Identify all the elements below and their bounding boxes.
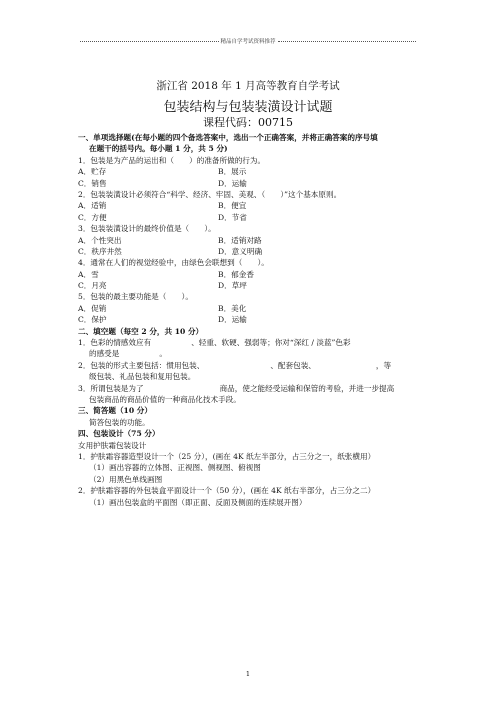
option: A．个性突出 (78, 235, 122, 245)
fill-question-2 (78, 360, 418, 371)
option: D．草坪 (218, 281, 247, 291)
option: B．展示 (218, 167, 247, 177)
question-text: 3．所谓包装是为了 (78, 383, 144, 393)
option-row (78, 269, 418, 280)
design-question-1: 1．护肤霜容器造型设计一个（25 分），(画在 4K 纸左半部分，占三分之一，纸张横用） (78, 451, 376, 461)
exam-title-line1: 浙江省 2018 年 1 月高等教育自学考试 (156, 80, 340, 92)
question-text: 。 (159, 349, 167, 359)
header-dotted-rule-right (278, 41, 417, 42)
question-stem: 5．包装的最主要功能是（ ）。 (78, 292, 193, 302)
section1-heading: 一、单项选择题(在每小题的四个备选答案中，选出一个正确答案，并将正确答案的序号填 (78, 133, 378, 142)
question-text: 的感受是 (89, 349, 120, 359)
question-stem: 2．包装装潢设计必须符合“科学、经济、牢固、美观、（ ）”这个基本原则。 (78, 189, 342, 199)
fill-question-3 (78, 383, 418, 394)
option-row (78, 303, 418, 314)
question-text: ，等 (375, 360, 392, 370)
option: B．美化 (218, 303, 247, 313)
design-question-1-item: （1）画出容器的立体图、正视图、侧视图、俯视图 (89, 463, 261, 473)
option: A．雪 (78, 269, 99, 279)
course-code: 课程代码：00715 (203, 116, 293, 129)
design-question-2-item: （1）画出包装盒的平面图（即正面、反面及侧面的连续展开图） (89, 497, 307, 507)
option: C．秩序井然 (78, 246, 122, 256)
header-dotted-rule-left (80, 41, 219, 42)
design-question-1-item: （2）用黑色单线画图 (89, 474, 163, 484)
section3-heading: 三、简答题（10 分） (78, 406, 152, 416)
fill-question-1 (78, 337, 418, 348)
option-row (78, 235, 418, 246)
option: D．运输 (218, 178, 247, 188)
question-stem: 3．包装装潢设计的最终价值是（ ）。 (78, 224, 216, 234)
option: B．适销对路 (218, 235, 262, 245)
page-number: 1 (245, 670, 251, 678)
option: D．节省 (218, 212, 247, 222)
fill-question-1-cont (78, 348, 418, 359)
question-text: 商品，使之能经受运输和保管的考验，并进一步提高 (219, 383, 395, 393)
exam-content (78, 132, 418, 508)
question-stem: 1．包装是为产品的运出和（ ）的准备所做的行为。 (78, 155, 266, 165)
option: C．月亮 (78, 281, 107, 291)
option: D．意义明确 (218, 246, 263, 256)
option-row (78, 280, 418, 291)
question-text: 1．色彩的情感效应有 (78, 338, 152, 348)
section4-heading: 四、包装设计（75 分） (78, 429, 160, 439)
section1-heading-cont: 在题干的括号内。每小题 1 分，共 5 分) (89, 144, 228, 154)
exam-title-subject: 包装结构与包装装潢设计试题 (163, 100, 333, 115)
option: A．适销 (78, 201, 107, 211)
fill-question-3-cont: 包装商品的商品价值的一种商品化技术手段。 (89, 394, 241, 404)
option-row (78, 246, 418, 257)
section2-heading: 二、填空题（每空 2 分，共 10 分） (78, 326, 204, 336)
option: D．运输 (218, 315, 247, 325)
option-row (78, 200, 418, 211)
option: A．促销 (78, 303, 107, 313)
option: C．销售 (78, 178, 107, 188)
option: A．贮存 (78, 167, 107, 177)
page-header (80, 36, 416, 46)
option-row (78, 212, 418, 223)
option-row (78, 178, 418, 189)
option: B．便宜 (218, 201, 247, 211)
question-text: 、配套包装、 (270, 360, 316, 370)
question-stem: 4．通常在人们的视觉经验中，由绿色会联想到（ ）。 (78, 258, 269, 268)
option-row (78, 166, 418, 177)
question-text: 、轻重、软硬、强弱等；你对“深红 / 淡蓝”色彩 (191, 338, 351, 348)
design-subject: 女用护肤霜包装设计 (78, 440, 147, 450)
option: B．郁金香 (218, 269, 254, 279)
header-text: 精品自学考试资料推荐 (220, 39, 276, 45)
design-question-2: 2．护肤霜容器的外包装盒平面设计一个（50 分），(画在 4K 纸右半部分，占三分之二） (78, 486, 376, 496)
question-text: 2．包装的形式主要包括：惯用包装、 (78, 360, 205, 370)
option: C．保护 (78, 315, 107, 325)
short-answer-question: 简答包装的功能。 (89, 417, 150, 427)
option-row (78, 314, 418, 325)
fill-question-2-cont: 级包装、礼品包装和复用包装。 (89, 372, 196, 382)
option: C．方便 (78, 212, 107, 222)
